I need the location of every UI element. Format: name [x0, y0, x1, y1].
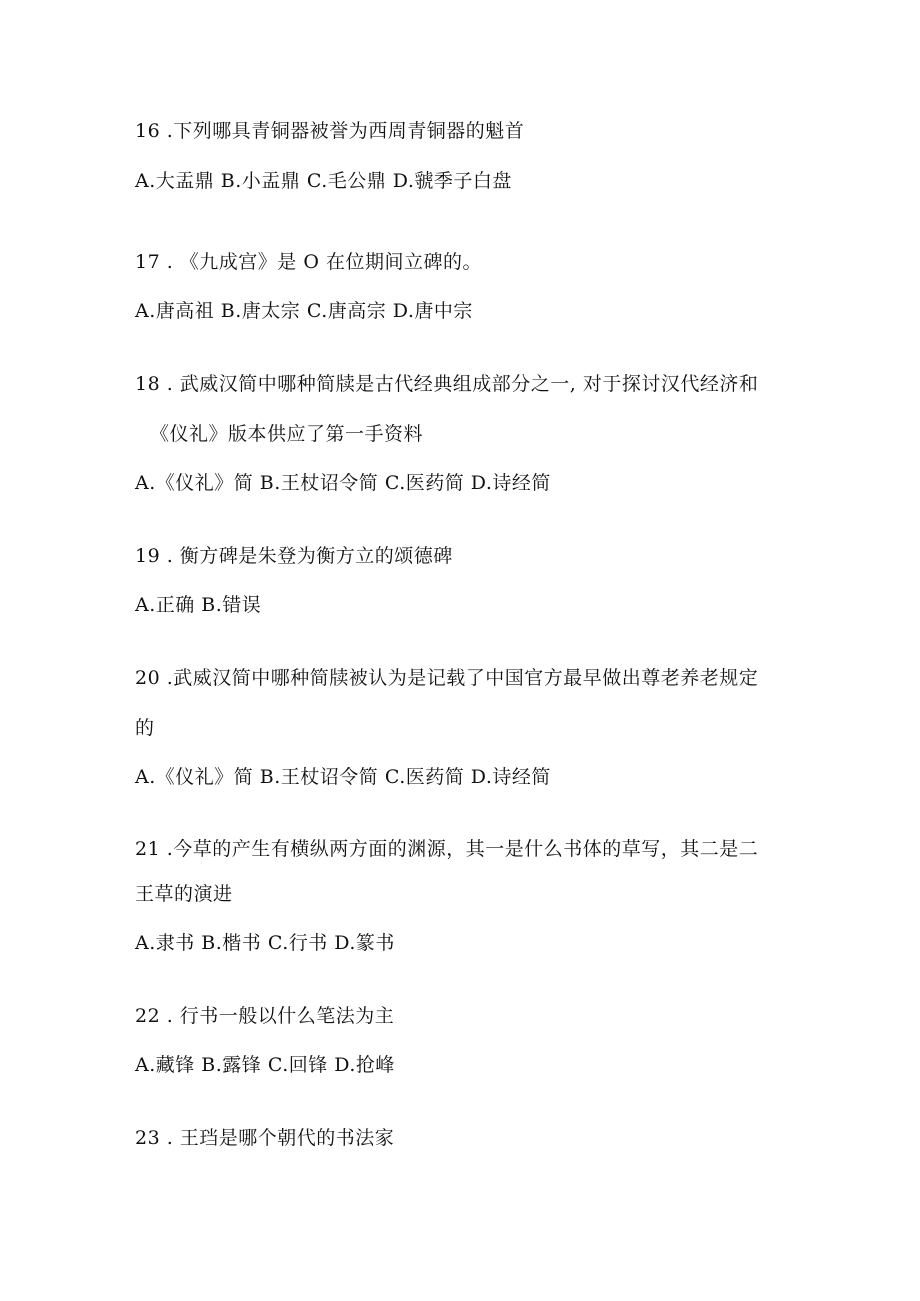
- question-16-options: A.大盂鼎 B.小盂鼎 C.毛公鼎 D.虢季子白盘: [135, 170, 512, 192]
- question-21-stem-continued: 王草的演进: [135, 883, 233, 905]
- question-18-options: A.《仪礼》简 B.王杖诏令简 C.医药简 D.诗经简: [135, 472, 551, 494]
- question-21-stem: 21 .今草的产生有横纵两方面的渊源，其一是什么书体的草写，其二是二: [135, 838, 759, 860]
- question-17-options: A.唐高祖 B.唐太宗 C.唐高宗 D.唐中宗: [135, 300, 473, 322]
- question-20-options: A.《仪礼》简 B.王杖诏令简 C.医药简 D.诗经简: [135, 766, 551, 788]
- question-17-stem: 17 . 《九成宫》是 O 在位期间立碑的。: [135, 251, 482, 273]
- question-20-stem-continued: 的: [135, 717, 155, 739]
- question-21-options: A.隶书 B.楷书 C.行书 D.篆书: [135, 932, 395, 954]
- question-18-stem-continued: 《仪礼》版本供应了第一手资料: [150, 423, 424, 445]
- question-22-stem: 22 . 行书一般以什么笔法为主: [135, 1005, 395, 1027]
- question-16-stem: 16 .下列哪具青铜器被誉为西周青铜器的魁首: [135, 120, 525, 142]
- question-19-stem: 19 . 衡方碑是朱登为衡方立的颂德碑: [135, 545, 453, 567]
- question-18-stem: 18 . 武威汉简中哪种简牍是古代经典组成部分之一, 对于探讨汉代经济和: [135, 373, 759, 395]
- question-20-stem: 20 .武威汉简中哪种简牍被认为是记载了中国官方最早做出尊老养老规定: [135, 667, 759, 689]
- question-23-stem: 23 . 王珰是哪个朝代的书法家: [135, 1127, 395, 1149]
- question-22-options: A.藏锋 B.露锋 C.回锋 D.抢峰: [135, 1054, 395, 1076]
- question-19-options: A.正确 B.错误: [135, 594, 262, 616]
